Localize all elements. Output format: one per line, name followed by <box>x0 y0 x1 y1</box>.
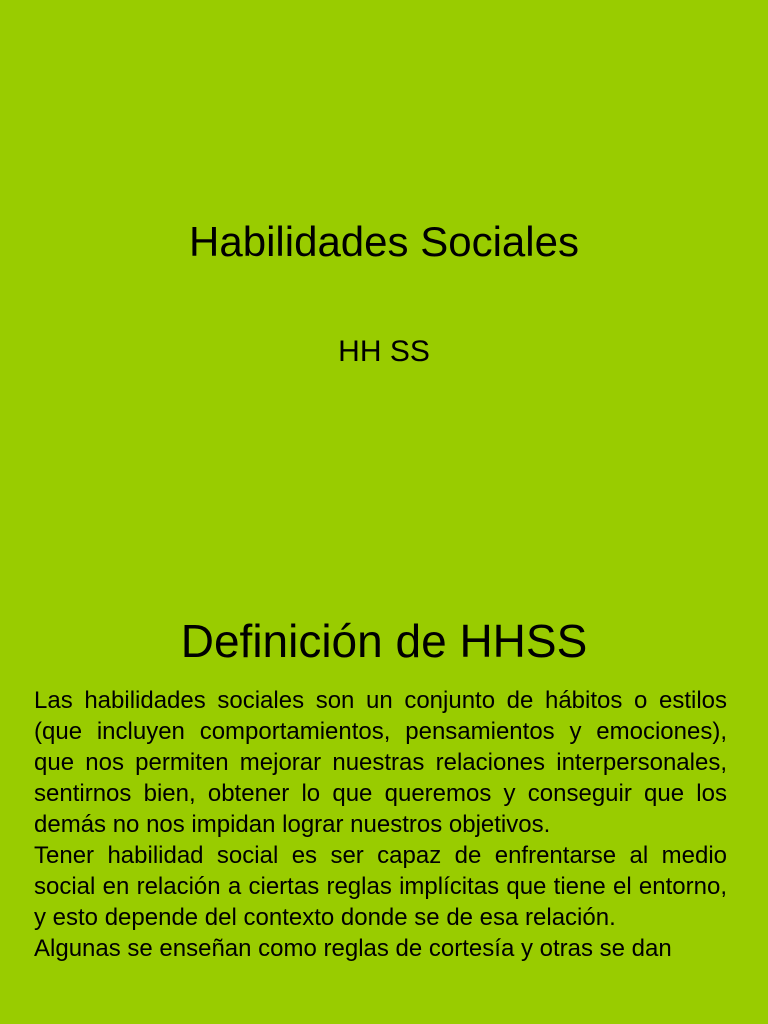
body-paragraph: Algunas se enseñan como reglas de cortesía y otras se dan <box>34 935 672 962</box>
slide-title: Habilidades Sociales <box>189 218 579 265</box>
slide-body <box>34 685 727 964</box>
slide-2 <box>0 576 768 1024</box>
body-paragraph: Tener habilidad social es ser capaz de enfrentarse al medio social en relación a ciertas reglas implícitas que tiene el entorno, y esto depende del contexto donde se de esa relación. <box>34 842 727 931</box>
body-paragraph: Las habilidades sociales son un conjunto de hábitos o estilos (que incluyen comportamientos, pensamientos y emociones), que nos permiten mejorar nuestras relaciones interpersonales, sentirnos bien, obtener lo que queremos y conseguir que los demás no nos impidan lograr nuestros objetivos. <box>34 687 727 838</box>
slide-title: Definición de HHSS <box>180 615 588 667</box>
slide-subtitle: HH SS <box>338 335 430 368</box>
